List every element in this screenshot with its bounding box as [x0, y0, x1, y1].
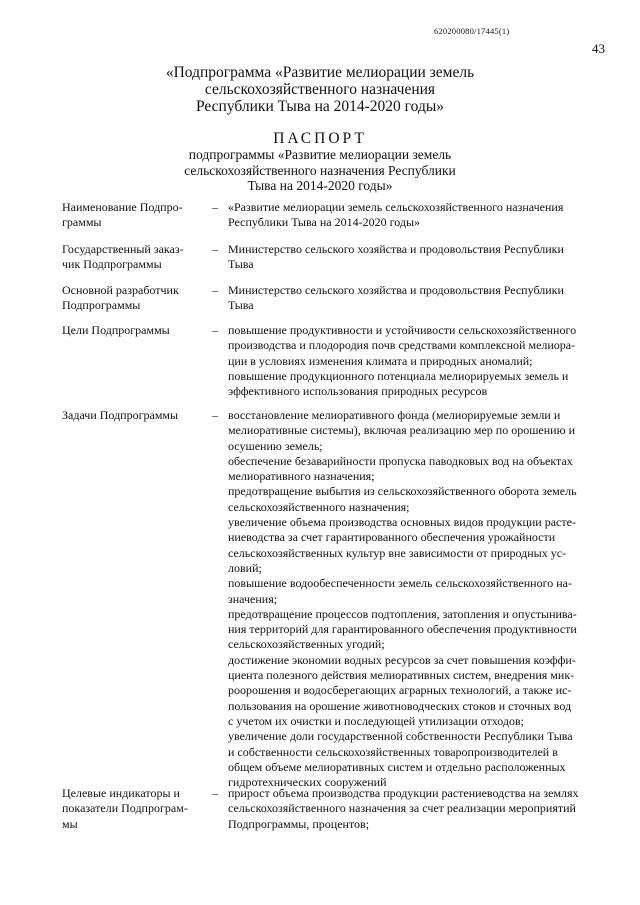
row-dash: –: [212, 323, 218, 337]
row-value: «Развитие мелиорации земель сельскохозяйственного назначения Республики Тыва на 2014-2020 годы»: [228, 200, 564, 230]
passport-subtitle-line: сельскохозяйственного назначения Республики: [184, 162, 456, 178]
row-dash: –: [212, 283, 218, 297]
row-label: Цели Подпрограммы: [62, 323, 170, 337]
row-value: повышение продуктивности и устойчивости сельскохозяйственного производства и плодородия почв средствами комплексной мелиора- ции в условиях изменения климата и природных аномалий; повышение продукционного потенциала мелиорируемых земель и эффективного использования природных ресурсов: [228, 323, 577, 399]
page-number: 43: [592, 41, 605, 56]
row-dash: –: [212, 242, 218, 256]
row-value: восстановление мелиоративного фонда (мелиорируемые земли и мелиоративные системы), включая реализацию мер по орошению и осушению земель; обеспечение безаварийности пропуска паводковых вод на объектах мелиоративного назначения; предотвращение выбытия из сельскохозяйственного оборота земель сельскохозяйственного назначения; увеличение объема производства основных видов продукции расте- ниеводства за счет гарантированного обеспечения урожайности сельскохозяйственных культур вне зависимости от природных ус- ловий; повышение водообеспеченности земель сельскохозяйственного на- значения; предотвращение процессов подтопления, затопления и опустынива- ния территорий для гарантированного обеспечения продуктивности сельскохозяйственных угодий; достижение экономии водных ресурсов за счет повышения коэффи- циента полезного действия мелиоративных систем, внедрения мик- роорошения и водосберегающих аграрных технологий, а также ис- пользования на орошение животноводческих стоков и сточных вод с учетом их очистки и последующей утилизации отходов; увеличение доли государственной собственности Республики Тыва и собственности сельскохозяйственных товаропроизводителей в общем объеме мелиоративных систем и отдельно расположенных гидротехнических сооружений: [228, 408, 577, 790]
passport-subtitle-line: Тыва на 2014-2020 годы»: [247, 178, 393, 193]
row-dash: –: [212, 786, 218, 800]
subprogram-heading: [0, 64, 640, 115]
passport-subtitle-line: подпрограммы «Развитие мелиорации земель: [188, 147, 452, 162]
row-label: Основной разработчик Подпрограммы: [62, 283, 179, 313]
heading-line: сельскохозяйственного назначения: [204, 81, 436, 98]
passport-title: ПАСПОРТ: [273, 130, 367, 147]
row-value: Министерство сельского хозяйства и продовольствия Республики Тыва: [228, 283, 564, 313]
row-label: Наименование Подпро- граммы: [62, 200, 183, 230]
row-label: Целевые индикаторы и показатели Подпрограм- мы: [62, 786, 188, 831]
heading-line: «Подпрограмма «Развитие мелиорации земель: [165, 64, 475, 81]
heading-line: Республики Тыва на 2014-2020 годы»: [195, 98, 445, 115]
row-label: Задачи Подпрограммы: [62, 408, 179, 422]
row-label: Государственный заказ- чик Подпрограммы: [62, 242, 184, 272]
row-dash: –: [212, 408, 218, 422]
row-value: Министерство сельского хозяйства и продовольствия Республики Тыва: [228, 242, 564, 272]
row-dash: –: [212, 200, 218, 214]
passport-subtitle: [0, 147, 640, 194]
row-value: прирост объема производства продукции растениеводства на землях сельскохозяйственного назначения за счет реализации мероприятий Подпрограммы, процентов;: [228, 786, 579, 831]
document-id: 620200080/17445(1): [434, 26, 510, 36]
